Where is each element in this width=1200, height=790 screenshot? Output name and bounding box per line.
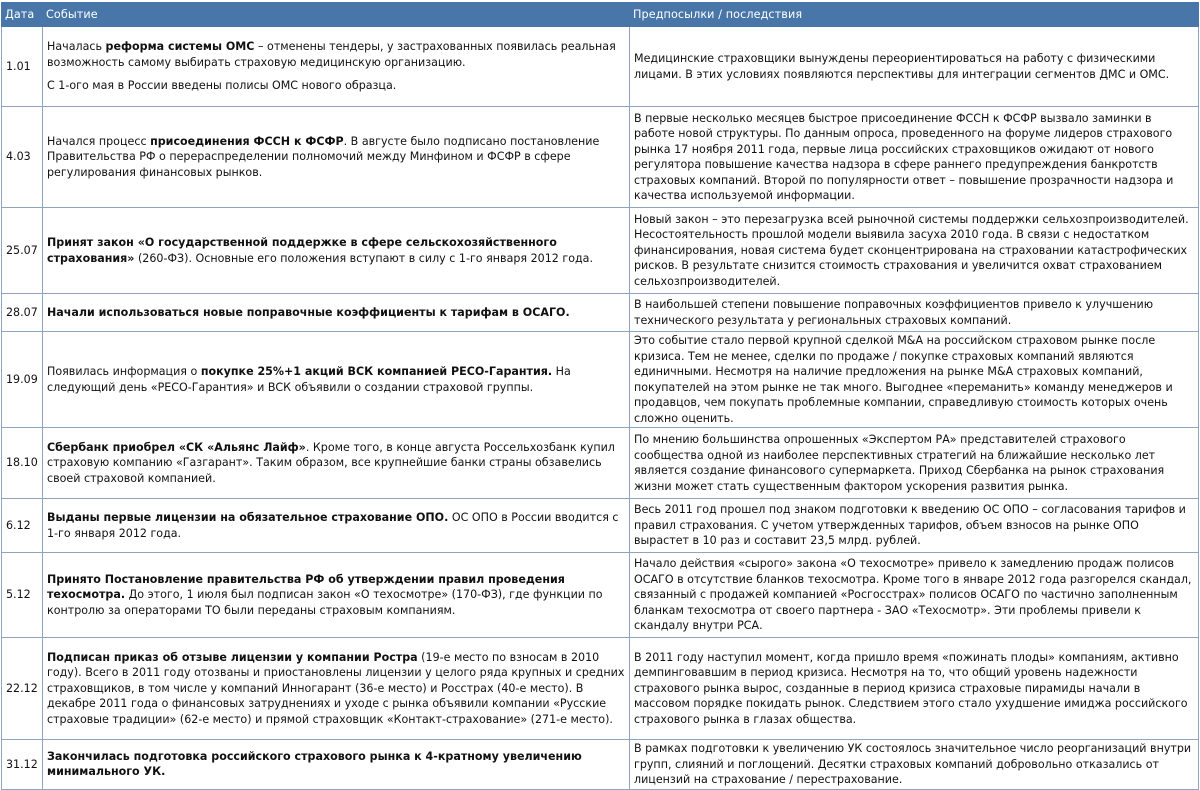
row-date: 19.09 [2,332,43,428]
header-event: Событие [43,3,630,27]
table-row [2,208,1199,294]
event-note: С 1-ого мая в России введены полисы ОМС нового образца. [47,79,397,93]
row-date: 6.12 [2,499,43,553]
event-highlight: Принято Постановление правительства РФ об утверждении правил проведения техосмотра. [47,572,565,602]
row-event [43,638,630,740]
table-row [2,553,1199,638]
event-text [47,305,625,321]
event-fragment: Началась [47,40,106,54]
row-date: 4.03 [2,107,43,208]
row-event [43,499,630,553]
event-fragment: (19-е место по взносам в 2010 году). Всего в 2011 году отозваны и приостановлены лицензии у целого ряда крупных и средних страховщиков, в том числе у компаний Инногарант (36-е место) и Росстрах (40-е место). В декабре 2011 года о финансовых затруднениях и уходе с рынка объявили компании «Русские страховые традиции» (62-е место) и прямой страховщик «Контакт-страхование» (271-е место). [47,650,625,726]
event-text [47,749,625,780]
event-fragment: Начался процесс [47,134,151,148]
event-highlight: Выданы первые лицензии на обязательное страхование ОПО. [47,511,449,524]
row-event [43,27,630,107]
event-text [47,235,625,266]
table-row [2,428,1199,499]
row-event [43,553,630,638]
event-fragment: . В августе было подписано постановление Правительства РФ о перераспределении полномочий между Минфином и ФСФР в сфере регулирования финансовых рынков. [47,134,600,179]
table-row [2,27,1199,107]
row-date: 1.01 [2,27,43,107]
row-date: 31.12 [2,740,43,790]
header-date: Дата [2,3,43,27]
row-date: 18.10 [2,428,43,499]
row-date: 25.07 [2,208,43,294]
row-event [43,740,630,790]
row-consequences: Новый закон – это перезагрузка всей рыночной системы поддержки сельхозпроизводителей. Несостоятельность прошлой модели выявила засуха 2010 года. В связи с недостатком финансирования, новая система будет сконцентрирована на страховании катастрофических рисков. В результате снизится стоимость страхования и увеличится охват страхованием сельхозпроизводителей. [630,208,1199,294]
event-highlight: Сбербанк приобрел «СК «Альянс Лайф» [47,440,306,454]
event-highlight: покупке 25%+1 акций ВСК компанией РЕСО-Гарантия. [200,365,553,378]
event-fragment: Появилась информация о [47,365,201,378]
events-table [1,2,1199,790]
table-row [2,107,1199,208]
row-event [43,294,630,332]
row-date: 22.12 [2,638,43,740]
row-event [43,428,630,499]
table-row [2,638,1199,740]
row-consequences: По мнению большинства опрошенных «Экспертом РА» представителей страхового сообщества одной из наиболее перспективных стратегий на ближайшие несколько лет является создание финансового супермаркета. Приход Сбербанка на рынок страхования жизни может стать существенным фактором ускорения развития рынка. [630,428,1199,499]
row-consequences: Начало действия «сырого» закона «О техосмотре» привело к замедлению продаж полисов ОСАГО в отсутствие бланков техосмотра. Кроме того в январе 2012 года разгорелся скандал, связанный с продажей компанией «Росгосстрах» полисов ОСАГО по частично заполненным бланкам техосмотра от своего партнера - ЗАО «Техосмотр». Эти проблемы привели к скандалу внутри РСА. [630,553,1199,638]
event-text [47,39,625,70]
event-text [47,134,625,181]
row-consequences: В 2011 году наступил момент, когда пришло время «пожинать плоды» компаниям, активно демпинговавшим в период кризиса. Несмотря на то, что общий уровень надежности страхового рынка вырос, созданные в период кризиса страховые пирамиды начали в массовом порядке покидать рынок. Следствием этого стало ухудшение имиджа российского страхового рынка в глазах общества. [630,638,1199,740]
event-highlight: Начали использоваться новые поправочные коэффициенты к тарифам в ОСАГО. [47,305,570,319]
row-consequences: В наибольшей степени повышение поправочных коэффициентов привело к улучшению технического результата у региональных страховых компаний. [630,294,1199,332]
event-fragment: До этого, 1 июля был подписан закон «О техосмотре» (170-ФЗ), где функции по контролю за операторами ТО были переданы страховым компаниям. [47,588,603,617]
row-consequences: Весь 2011 год прошел под знаком подготовки к введению ОС ОПО – согласования тарифов и правил страхования. С учетом утвержденных тарифов, объем взносов на рынке ОПО вырастет в 10 раз и составит 23,5 млрд. рублей. [630,499,1199,553]
event-highlight: Подписан приказ об отзыве лицензии у компании Ростра [47,650,418,664]
row-date: 28.07 [2,294,43,332]
event-text [47,364,625,395]
event-fragment: ОС ОПО в России вводится с 1-го января 2012 года. [47,511,619,540]
row-consequences: В рамках подготовки к увеличению УК состоялось значительное число реорганизаций внутри групп, слияний и поглощений. Десятки страховых компаний добровольно отказались от лицензий на страхование / перестрахование. [630,740,1199,790]
row-date: 5.12 [2,553,43,638]
table-row [2,294,1199,332]
event-highlight: присоединения ФССН к ФСФР [150,134,344,148]
row-event [43,332,630,428]
table-row [2,740,1199,790]
header-consequences: Предпосылки / последствия [630,3,1199,27]
table-row [2,499,1199,553]
row-event [43,107,630,208]
event-highlight: Закончилась подготовка российского страхового рынка к 4-кратному увеличению минимального УК. [47,749,582,779]
event-text [47,440,625,487]
row-consequences: В первые несколько месяцев быстрое присоединение ФССН к ФСФР вызвало заминки в работе новой структуры. По данным опроса, проведенного на форуме лидеров страхового рынка 17 ноября 2011 года, первые лица российских страховщиков ожидают от нового регулятора повышение качества надзора в сфере раннего предупреждения банкротств страховых компаний. Второй по популярности ответ – повышение прозрачности надзора и качества используемой информации. [630,107,1199,208]
event-fragment: На следующий день «РЕСО-Гарантия» и ВСК объявили о создании страховой группы. [47,365,571,394]
row-consequences: Это событие стало первой крупной сделкой M&A на российском страховом рынке после кризиса. Тем не менее, сделки по продаже / покупке страховых компаний являются единичными. Несмотря на наличие предложения на рынке M&A страховых компаний, покупателей на этом рынке не так много. Выгоднее «переманить» команду менеджеров и продавцов, чем покупать проблемные компании, справедливую стоимость которых очень сложно оценить. [630,332,1199,428]
event-highlight: реформа системы ОМС [105,40,255,54]
event-text [47,572,625,619]
row-event [43,208,630,294]
event-highlight: Принят закон «О государственной поддержке в сфере сельскохозяйственного страхования» [47,236,557,265]
event-text [47,650,625,728]
table-header-row [2,3,1199,27]
row-consequences: Медицинские страховщики вынуждены переориентироваться на работу с физическими лицами. В этих условиях появляются перспективы для интеграции сегментов ДМС и ОМС. [630,27,1199,107]
event-fragment: (260-ФЗ). Основные его положения вступают в силу с 1-го января 2012 года. [134,251,593,265]
table-row [2,332,1199,428]
event-text [47,510,625,541]
event-fragment: – отменены тендеры, у застрахованных появилась реальная возможность самому выбирать страховую медицинскую организацию. [47,40,616,69]
event-fragment: . Кроме того, в конце августа Россельхозбанк купил страховую компанию «Газгарант». Таким образом, все крупнейшие банки страны обзавелись своей страховой компанией. [47,440,615,485]
